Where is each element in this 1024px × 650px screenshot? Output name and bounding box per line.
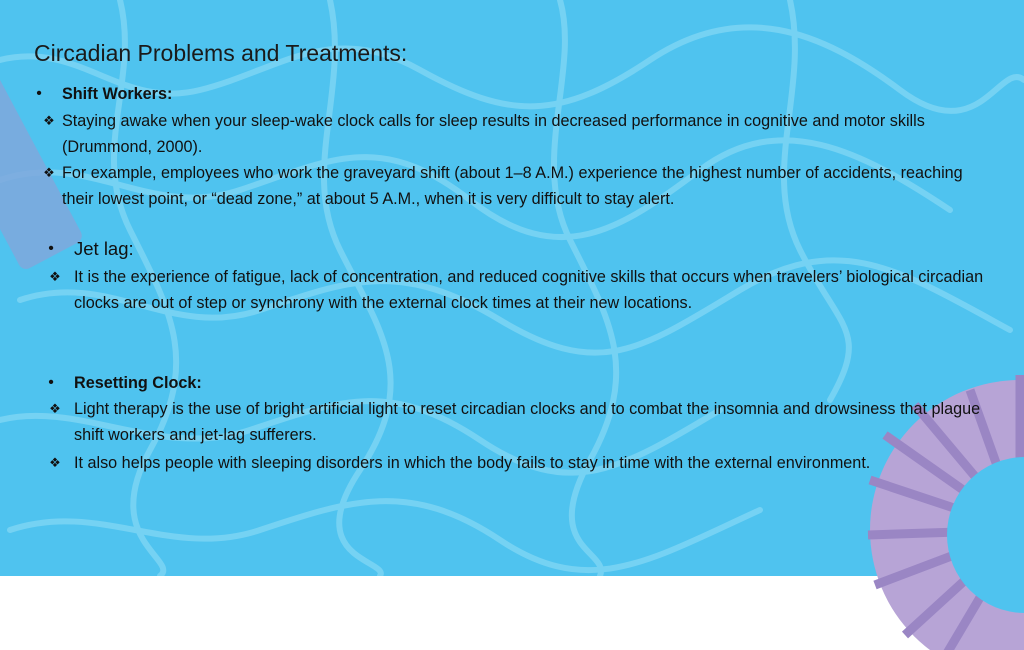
diamond-bullet-icon: ❖ [49,455,61,470]
heading-text: Resetting Clock: [74,374,202,392]
item-text: It is the experience of fatigue, lack of concentration, and reduced cognitive skills that occurs when travelers’ biological circadian clocks are out of step or synchrony with the external clock times at their new locations. [74,268,984,312]
item-text: It also helps people with sleeping disorders in which the body fails to stay in time with the external environment. [74,454,871,472]
list-item [44,264,984,316]
heading-text: Shift Workers: [62,85,173,103]
diamond-bullet-icon: ❖ [49,401,61,416]
list-item [38,108,998,160]
slide-title: Circadian Problems and Treatments: [34,40,408,66]
diamond-bullet-icon: ❖ [49,269,61,284]
item-text: Staying awake when your sleep-wake clock calls for sleep results in decreased performance in cognitive and motor skills (Drummond, 2000). [62,112,925,156]
item-text: Light therapy is the use of bright artificial light to reset circadian clocks and to combat the insomnia and drowsiness that plague shift workers and jet-lag sufferers. [74,400,981,444]
bullet-icon: • [48,240,54,257]
bullet-icon: • [36,85,42,102]
bullet-icon: • [48,374,54,391]
diamond-bullet-icon: ❖ [43,165,55,180]
list-item [44,450,984,476]
list-item [38,160,998,212]
item-text: For example, employees who work the graveyard shift (about 1–8 A.M.) experience the highest number of accidents, reaching their lowest point, or “dead zone,” at about 5 A.M., when it is very difficult to stay alert. [62,164,963,208]
section-heading-resetting-clock [40,370,980,396]
section-heading-jet-lag [40,236,980,262]
diamond-bullet-icon: ❖ [43,113,55,128]
list-item [44,396,984,448]
section-heading-shift-workers [28,81,988,107]
heading-text: Jet lag: [74,238,134,259]
